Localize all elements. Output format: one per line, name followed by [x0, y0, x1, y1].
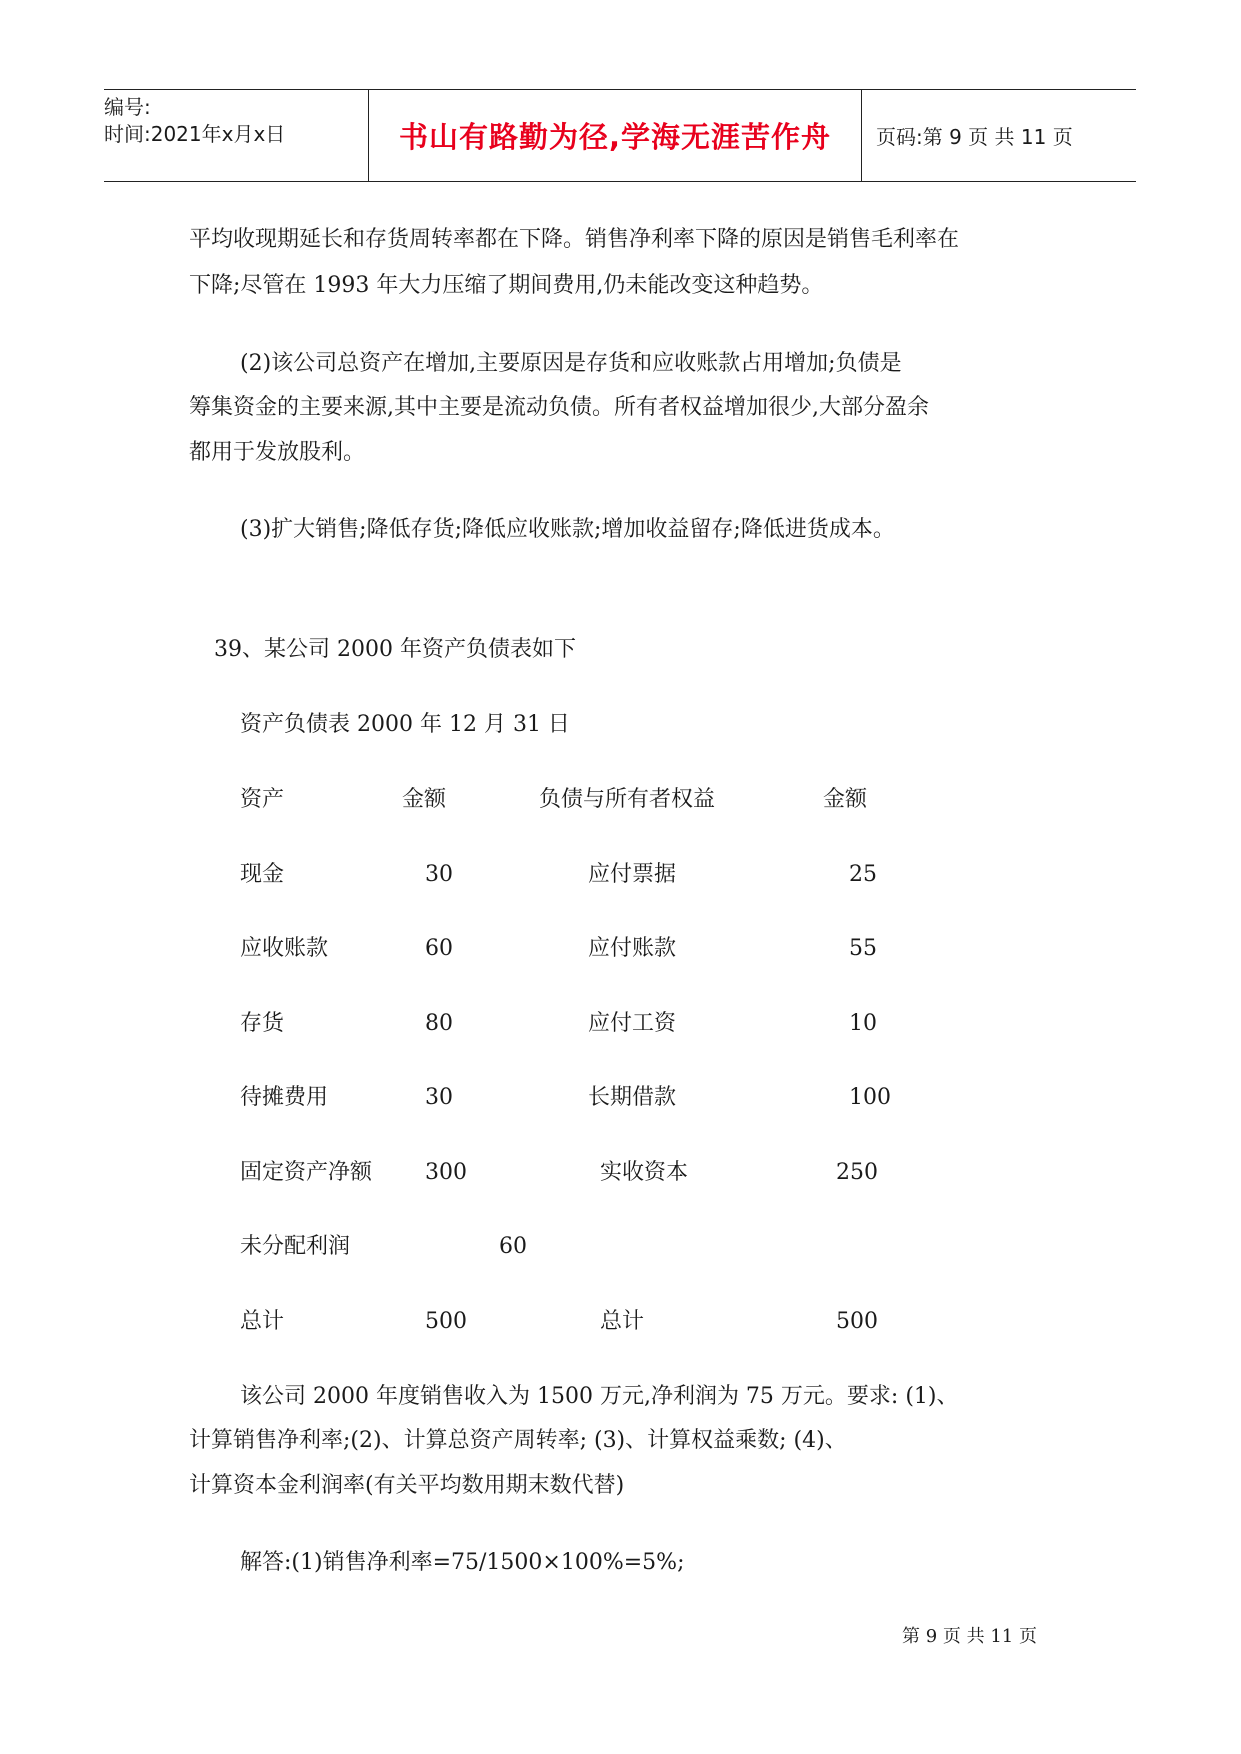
asset-name-cell: 存货	[240, 1011, 285, 1036]
paragraph-1-line-2: 下降;尽管在 1993 年大力压缩了期间费用,仍未能改变这种趋势。	[189, 273, 824, 298]
paragraph-2-line-3: 都用于发放股利。	[189, 440, 366, 465]
liability-name-cell: 应付票据	[588, 862, 677, 887]
paragraph-3: (3)扩大销售;降低存货;降低应收账款;增加收益留存;降低进货成本。	[240, 517, 895, 542]
liability-name-cell: 实收资本	[600, 1160, 689, 1185]
page-header	[104, 89, 1136, 182]
liability-amount-cell: 250	[836, 1160, 878, 1185]
page-footer: 第 9 页 共 11 页	[902, 1626, 1037, 1647]
header-cell-liabilities-equity: 负债与所有者权益	[539, 787, 716, 812]
liability-amount-cell: 55	[849, 936, 877, 961]
asset-total-label: 总计	[240, 1309, 285, 1334]
requirements-line-3: 计算资本金利润率(有关平均数用期末数代替)	[189, 1473, 625, 1498]
header-cell-amount: 金额	[402, 787, 447, 812]
header-motto: 书山有路勤为径,学海无涯苦作舟	[368, 90, 862, 181]
asset-name-cell: 固定资产净额	[240, 1160, 373, 1185]
equity-amount-cell: 60	[499, 1234, 527, 1259]
asset-amount-cell: 30	[425, 1085, 453, 1110]
header-page-number: 页码:第 9 页 共 11 页	[876, 125, 1073, 149]
liability-name-cell: 长期借款	[588, 1085, 677, 1110]
paragraph-2-line-2: 筹集资金的主要来源,其中主要是流动负债。所有者权益增加很少,大部分盈余	[189, 395, 929, 420]
liability-name-cell: 应付工资	[588, 1011, 677, 1036]
asset-total-amount: 500	[425, 1309, 467, 1334]
equity-name-cell: 未分配利润	[240, 1234, 351, 1259]
asset-amount-cell: 80	[425, 1011, 453, 1036]
answer-line: 解答:(1)销售净利率=75/1500×100%=5%;	[240, 1550, 685, 1575]
liability-total-label: 总计	[600, 1309, 645, 1334]
table-title: 资产负债表 2000 年 12 月 31 日	[240, 712, 570, 737]
question-39: 39、某公司 2000 年资产负债表如下	[214, 637, 576, 662]
liability-amount-cell: 10	[849, 1011, 877, 1036]
paragraph-2-line-1: (2)该公司总资产在增加,主要原因是存货和应收账款占用增加;负债是	[240, 351, 902, 376]
liability-amount-cell: 25	[849, 862, 877, 887]
requirements-line-1: 该公司 2000 年度销售收入为 1500 万元,净利润为 75 万元。要求: (1)、	[240, 1384, 959, 1409]
paragraph-1-line-1: 平均收现期延长和存货周转率都在下降。销售净利率下降的原因是销售毛利率在	[189, 227, 960, 252]
liability-amount-cell: 100	[849, 1085, 891, 1110]
asset-name-cell: 应收账款	[240, 936, 329, 961]
liability-name-cell: 应付账款	[588, 936, 677, 961]
liability-total-amount: 500	[836, 1309, 878, 1334]
header-cell-assets: 资产	[240, 787, 285, 812]
asset-amount-cell: 30	[425, 862, 453, 887]
asset-name-cell: 现金	[240, 862, 285, 887]
requirements-line-2: 计算销售净利率;(2)、计算总资产周转率; (3)、计算权益乘数; (4)、	[189, 1428, 847, 1453]
document-number-label: 编号:	[104, 95, 151, 119]
header-cell-amount: 金额	[823, 787, 868, 812]
asset-amount-cell: 300	[425, 1160, 467, 1185]
asset-name-cell: 待摊费用	[240, 1085, 329, 1110]
header-meta	[104, 90, 368, 181]
document-time-label: 时间:2021年x月x日	[104, 122, 286, 146]
asset-amount-cell: 60	[425, 936, 453, 961]
